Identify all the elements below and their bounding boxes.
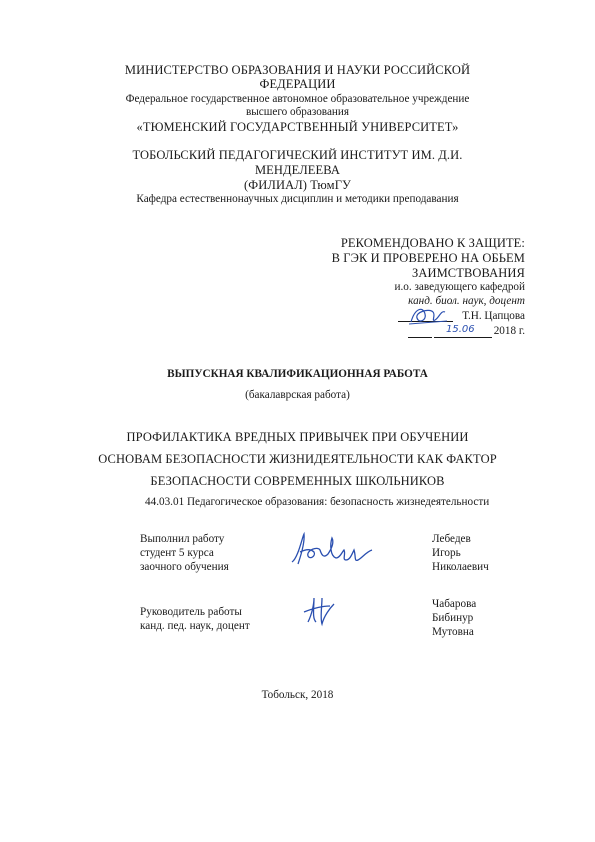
specialty: 44.03.01 Педагогическое образования: безопасность жизнедеятельности — [145, 496, 490, 508]
supervisor-label-2: канд. пед. наук, доцент — [140, 620, 250, 632]
author-label-1: Выполнил работу — [140, 533, 225, 545]
approval-line-1: РЕКОМЕНДОВАНО К ЗАЩИТЕ: — [340, 236, 525, 250]
author-surname: Лебедев — [432, 533, 471, 545]
approval-degree: канд. биол. наук, доцент — [408, 295, 525, 307]
date-month-line — [434, 337, 492, 338]
approval-year: 2018 г. — [493, 325, 525, 337]
head-signature-icon — [405, 302, 451, 328]
author-label-3: заочного обучения — [140, 561, 229, 573]
supervisor-surname: Чабарова — [432, 598, 477, 610]
institution-line-1: Федеральное государственное автономное образовательное учреждение — [125, 93, 470, 105]
university-name: «ТЮМЕНСКИЙ ГОСУДАРСТВЕННЫЙ УНИВЕРСИТЕТ» — [136, 120, 459, 134]
supervisor-signature-icon — [300, 594, 340, 628]
date-handwritten: 15.06 — [446, 324, 475, 335]
branch-line-3: (ФИЛИАЛ) ТюмГУ — [244, 178, 351, 192]
institution-line-2: высшего образования — [245, 106, 350, 118]
supervisor-label-1: Руководитель работы — [140, 606, 242, 618]
approval-position: и.о. заведующего кафедрой — [394, 281, 525, 293]
approval-name: Т.Н. Цапцова — [462, 310, 525, 322]
ministry-line-1: МИНИСТЕРСТВО ОБРАЗОВАНИЯ И НАУКИ РОССИЙСКОЙ — [124, 63, 471, 77]
author-signature-icon — [288, 528, 378, 570]
branch-line-1: ТОБОЛЬСКИЙ ПЕДАГОГИЧЕСКИЙ ИНСТИТУТ ИМ. Д.И. — [132, 148, 463, 162]
ministry-line-2: ФЕДЕРАЦИИ — [259, 77, 336, 91]
department-name: Кафедра естественнонаучных дисциплин и методики преподавания — [136, 193, 459, 205]
title-line-3: БЕЗОПАСНОСТИ СОВРЕМЕННЫХ ШКОЛЬНИКОВ — [150, 474, 445, 488]
author-patronymic: Николаевич — [432, 561, 489, 573]
branch-line-2: МЕНДЕЛЕЕВА — [254, 163, 341, 177]
author-label-2: студент 5 курса — [140, 547, 214, 559]
title-line-1: ПРОФИЛАКТИКА ВРЕДНЫХ ПРИВЫЧЕК ПРИ ОБУЧЕНИИ — [126, 430, 469, 444]
approval-line-2: В ГЭК И ПРОВЕРЕНО НА ОБЬЕМ — [331, 251, 525, 265]
date-day-line — [408, 337, 432, 338]
city-year: Тобольск, 2018 — [261, 689, 334, 701]
work-type: ВЫПУСКНАЯ КВАЛИФИКАЦИОННАЯ РАБОТА — [167, 368, 428, 380]
approval-line-3: ЗАИМСТВОВАНИЯ — [411, 266, 525, 280]
work-subtype: (бакалаврская работа) — [245, 389, 350, 401]
supervisor-first-name: Бибинур — [432, 612, 474, 624]
author-first-name: Игорь — [432, 547, 461, 559]
supervisor-patronymic: Мутовна — [432, 626, 474, 638]
title-line-2: ОСНОВАМ БЕЗОПАСНОСТИ ЖИЗНИДЕЯТЕЛЬНОСТИ КАК ФАКТОР — [98, 452, 497, 466]
